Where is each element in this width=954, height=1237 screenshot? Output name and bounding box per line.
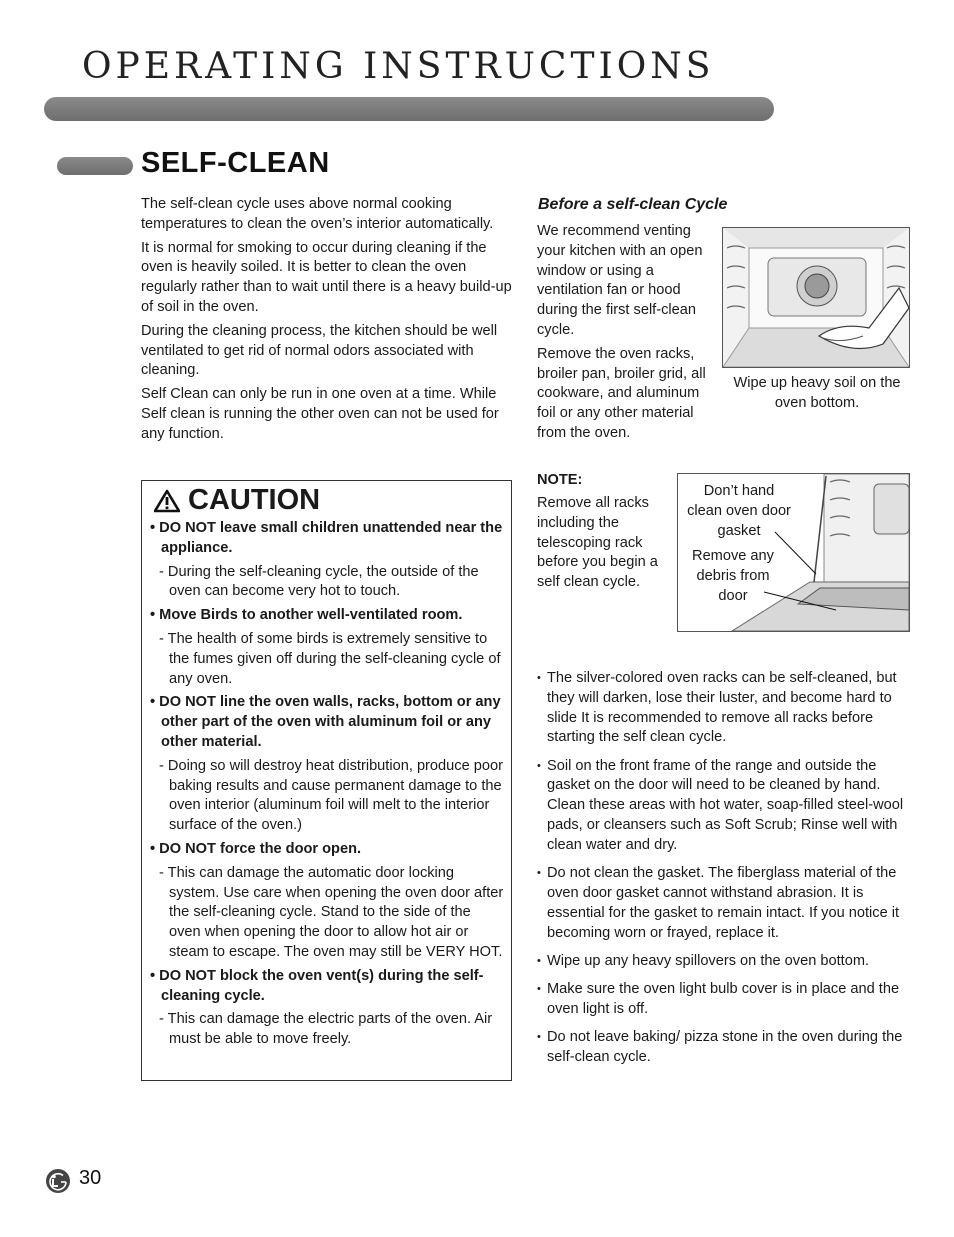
bullet-list [537, 669, 911, 1076]
section-pill [57, 157, 133, 175]
caution-detail: - During the self-cleaning cycle, the outside of the oven can become very hot to touch. [159, 563, 479, 600]
figure-caption: Wipe up heavy soil on the oven bottom. [733, 375, 901, 411]
before-cycle-paragraph: We recommend venting your kitchen with an open window or using a ventilation fan or hood during the first self-clean cycle. [537, 223, 703, 338]
list-item: • Make sure the oven light bulb cover is in place and the oven light is off. [537, 980, 911, 1020]
intro-paragraph: Self Clean can only be run in one oven at a time. While Self clean is running the other oven can not be used for any function. [141, 386, 499, 442]
note-heading: NOTE: [537, 472, 583, 488]
intro-paragraph: It is normal for smoking to occur during cleaning if the oven is heavily soiled. It is better to clean the oven regularly rather than to wait until there is a heavy build-up of soil in the oven. [141, 239, 512, 315]
caution-box [141, 480, 512, 1081]
caution-detail: - This can damage the electric parts of the oven. Air must be able to move freely. [159, 1011, 493, 1048]
note-body: Remove all racks including the telescoping rack before you begin a self clean cycle. [537, 495, 658, 591]
figure-label: Remove any debris from door [692, 548, 774, 604]
header-title: OPERATING INSTRUCTIONS [82, 46, 715, 87]
lg-logo-icon [45, 1168, 71, 1194]
list-item: • The silver-colored oven racks can be self-cleaned, but they will darken, lose their luster, and become hard to slide It is recommended to remove all racks before starting the self clean cycle. [537, 669, 911, 748]
intro-paragraph: During the cleaning process, the kitchen should be well ventilated to get rid of normal odors associated with cleaning. [141, 322, 498, 379]
warning-icon [154, 489, 180, 513]
caution-title: CAUTION [188, 484, 321, 516]
caution-detail: - Doing so will destroy heat distribution, produce poor baking results and cause permanent damage to the oven interior (aluminum foil will melt to the interior surface of the oven.) [159, 757, 503, 834]
caution-item: • DO NOT force the door open. [150, 840, 362, 857]
list-item: • Wipe up any heavy spillovers on the oven bottom. [537, 952, 911, 972]
caution-detail: - This can damage the automatic door locking system. Use care when opening the oven door after the self-cleaning cycle. Stand to the side of the oven when opening the door to allow hot air or steam to escape. The oven may still be VERY HOT. [159, 864, 504, 960]
section-title: SELF-CLEAN [141, 147, 330, 179]
caution-detail: - The health of some birds is extremely sensitive to the fumes given off during the self-cleaning cycle of any oven. [159, 630, 501, 687]
before-cycle-paragraph: Remove the oven racks, broiler pan, broiler grid, all cookware, and aluminum foil or any other material from the oven. [537, 345, 706, 441]
figure-label: Don’t hand clean oven door gasket [687, 483, 791, 539]
list-item: • Do not clean the gasket. The fiberglass material of the oven door gasket cannot withstand abrasion. It is essential for the gasket to remain intact. If you notice it becoming worn or frayed, replace it. [537, 864, 911, 943]
caution-item: • DO NOT line the oven walls, racks, bottom or any other part of the oven with aluminum foil or any other material. [150, 694, 501, 750]
caution-heading [154, 484, 320, 517]
before-cycle-text [537, 222, 717, 448]
before-cycle-heading: Before a self-clean Cycle [538, 196, 728, 213]
caution-item: • Move Birds to another well-ventilated room. [150, 607, 463, 624]
list-item: • Do not leave baking/ pizza stone in the oven during the self-clean cycle. [537, 1028, 911, 1068]
caution-item: • DO NOT block the oven vent(s) during the self-cleaning cycle. [150, 967, 484, 1004]
intro-text [141, 195, 513, 449]
intro-paragraph: The self-clean cycle uses above normal cooking temperatures to clean the oven’s interior automatically. [141, 196, 494, 232]
header-bar [44, 97, 774, 121]
list-item: • Soil on the front frame of the range and outside the gasket on the door will need to be cleaned by hand. Clean these areas with hot water, soap-filled steel-wool pads, or cleansers such as Soft Scrub; Rinse well with clean water and dry. [537, 757, 911, 856]
oven-door-illustration [677, 473, 910, 632]
page-number: 30 [79, 1167, 102, 1189]
caution-list [150, 519, 506, 1054]
caution-item: • DO NOT leave small children unattended near the appliance. [150, 520, 503, 556]
oven-wipe-illustration [722, 227, 910, 368]
